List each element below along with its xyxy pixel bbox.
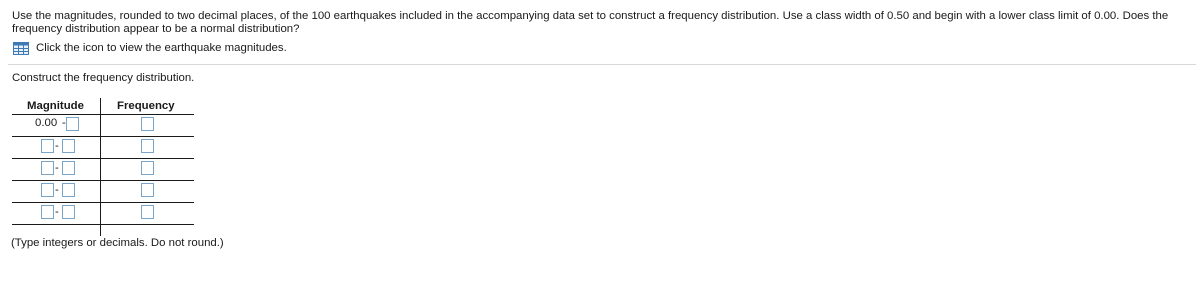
header-rule bbox=[12, 114, 194, 115]
lower-limit-input-3[interactable] bbox=[41, 161, 54, 175]
frequency-input-4[interactable] bbox=[141, 183, 154, 197]
question-text: Use the magnitudes, rounded to two decimal places, of the 100 earthquakes included in the accompanying data set to construct a frequency distribution. Use a class width of 0.50 and begin with a lower class limit of 0.00. Does the frequency distribution appear to be a normal distribution? bbox=[12, 10, 1169, 36]
upper-limit-input-4[interactable] bbox=[62, 183, 75, 197]
part-prompt: Construct the frequency distribution. bbox=[12, 72, 195, 84]
frequency-input-2[interactable] bbox=[141, 139, 154, 153]
table-icon[interactable] bbox=[13, 42, 29, 55]
upper-limit-input-3[interactable] bbox=[62, 161, 75, 175]
lower-limit-input-4[interactable] bbox=[41, 183, 54, 197]
range-dash: - bbox=[55, 162, 59, 174]
magnitude-column-header: Magnitude bbox=[27, 100, 84, 112]
range-dash: - bbox=[55, 206, 59, 218]
first-lower-limit: 0.00 bbox=[35, 117, 58, 129]
lower-limit-input-5[interactable] bbox=[41, 205, 54, 219]
row-rule bbox=[12, 136, 194, 137]
range-dash: - bbox=[62, 117, 66, 129]
answer-instructions: (Type integers or decimals. Do not round.) bbox=[11, 237, 224, 249]
row-rule bbox=[12, 158, 194, 159]
range-dash: - bbox=[55, 184, 59, 196]
upper-limit-input-1[interactable] bbox=[66, 117, 79, 131]
data-link[interactable] bbox=[13, 40, 287, 56]
range-dash: - bbox=[55, 140, 59, 152]
section-divider bbox=[8, 64, 1196, 65]
lower-limit-input-2[interactable] bbox=[41, 139, 54, 153]
column-divider bbox=[100, 98, 101, 236]
upper-limit-input-2[interactable] bbox=[62, 139, 75, 153]
upper-limit-input-5[interactable] bbox=[62, 205, 75, 219]
row-rule bbox=[12, 202, 194, 203]
frequency-input-3[interactable] bbox=[141, 161, 154, 175]
frequency-input-1[interactable] bbox=[141, 117, 154, 131]
frequency-column-header: Frequency bbox=[117, 100, 175, 112]
row-rule bbox=[12, 224, 194, 225]
row-rule bbox=[12, 180, 194, 181]
data-link-label[interactable]: Click the icon to view the earthquake magnitudes. bbox=[36, 42, 287, 54]
frequency-input-5[interactable] bbox=[141, 205, 154, 219]
